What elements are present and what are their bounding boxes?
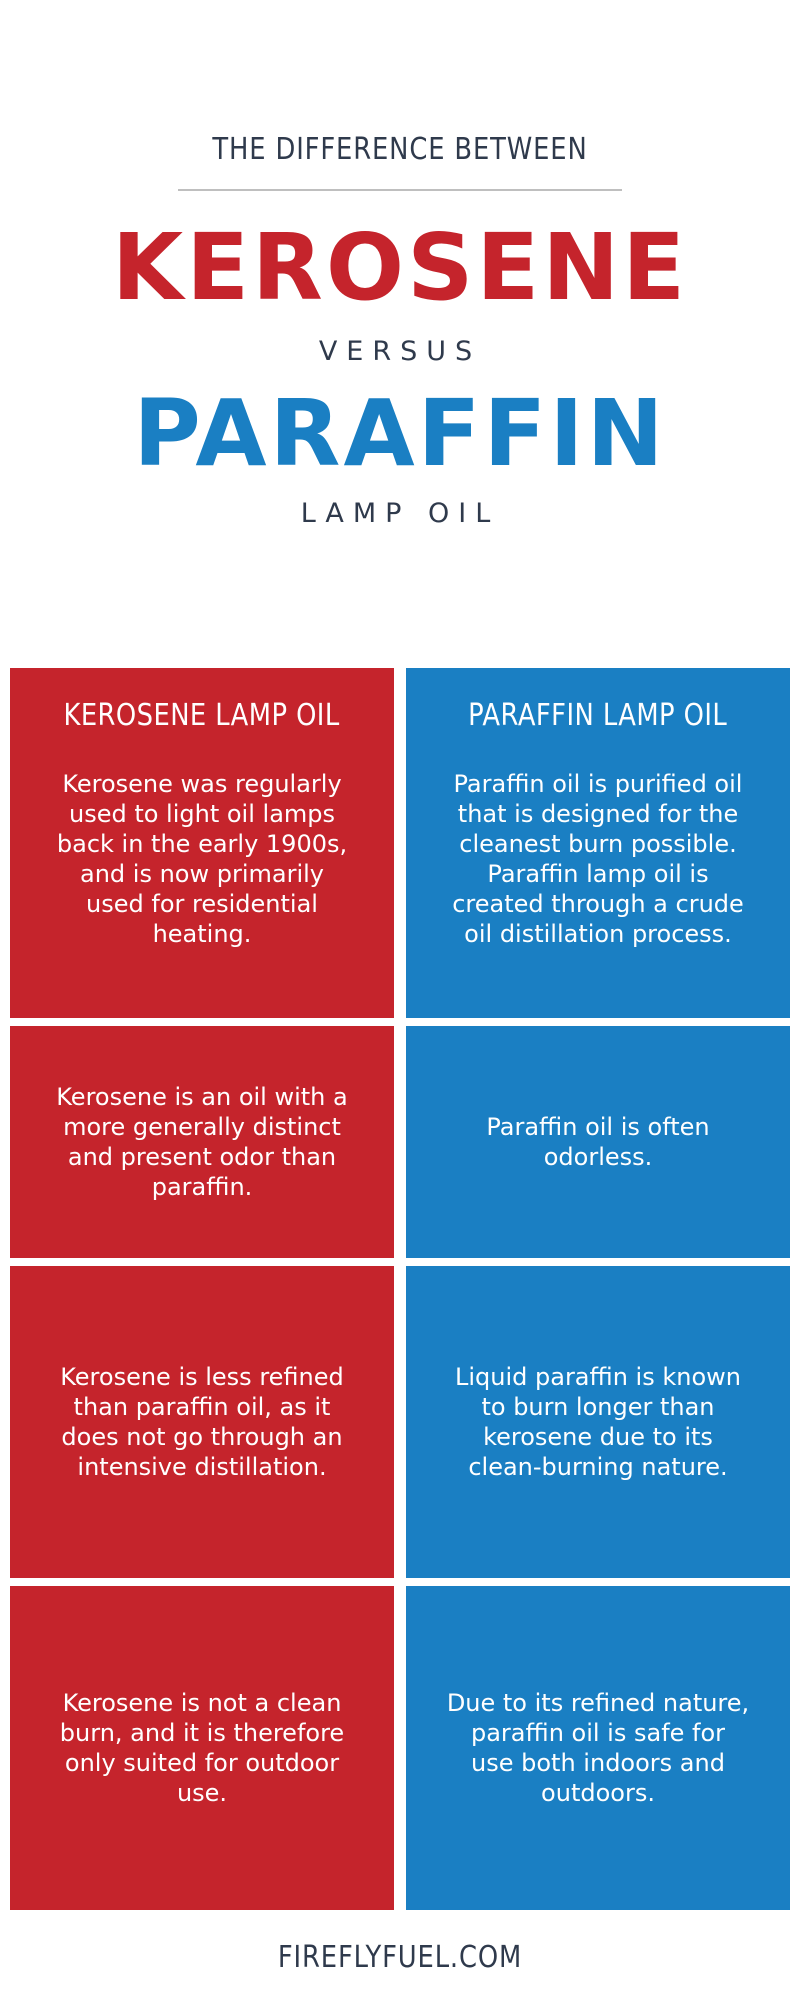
versus-label: VERSUS	[318, 336, 482, 367]
kerosene-text-1: Kerosene was regularly used to light oil lamps back in the early 1900s, and is now primarily used for residential heating.	[56, 770, 348, 948]
subtitle-lamp-oil: LAMP OIL	[300, 498, 500, 529]
paraffin-cell-3	[406, 1266, 790, 1578]
paraffin-text-2: Paraffin oil is often odorless.	[486, 1113, 710, 1171]
paraffin-cell-4	[406, 1586, 790, 1910]
title-paraffin: PARAFFIN	[133, 380, 667, 487]
title-kerosene: KEROSENE	[111, 214, 689, 321]
paraffin-cell-2	[406, 1026, 790, 1258]
paraffin-cell-1	[406, 668, 790, 1018]
header-divider	[178, 189, 622, 191]
kerosene-text-4: Kerosene is not a clean burn, and it is therefore only suited for outdoor use.	[59, 1689, 345, 1807]
kerosene-cell-4	[10, 1586, 394, 1910]
paraffin-text-1: Paraffin oil is purified oil that is designed for the cleanest burn possible. Paraffin lamp oil is created through a crude oil distillation process.	[452, 770, 744, 948]
paraffin-column-heading: PARAFFIN LAMP OIL	[468, 698, 728, 733]
kerosene-column-heading: KEROSENE LAMP OIL	[63, 698, 341, 733]
paraffin-text-3: Liquid paraffin is known to burn longer than kerosene due to its clean-burning nature.	[454, 1363, 741, 1481]
kerosene-cell-3	[10, 1266, 394, 1578]
pre-title: THE DIFFERENCE BETWEEN	[212, 132, 588, 167]
paraffin-text-4: Due to its refined nature, paraffin oil is safe for use both indoors and outdoors.	[446, 1689, 750, 1807]
kerosene-text-2: Kerosene is an oil with a more generally distinct and present odor than paraffin.	[56, 1083, 348, 1201]
kerosene-cell-2	[10, 1026, 394, 1258]
comparison-grid	[10, 668, 790, 1910]
footer-site-url: FIREFLYFUEL.COM	[277, 1940, 523, 1975]
infographic-header	[0, 0, 800, 560]
kerosene-text-3: Kerosene is less refined than paraffin oil, as it does not go through an intensive distillation.	[60, 1363, 344, 1481]
kerosene-cell-1	[10, 668, 394, 1018]
